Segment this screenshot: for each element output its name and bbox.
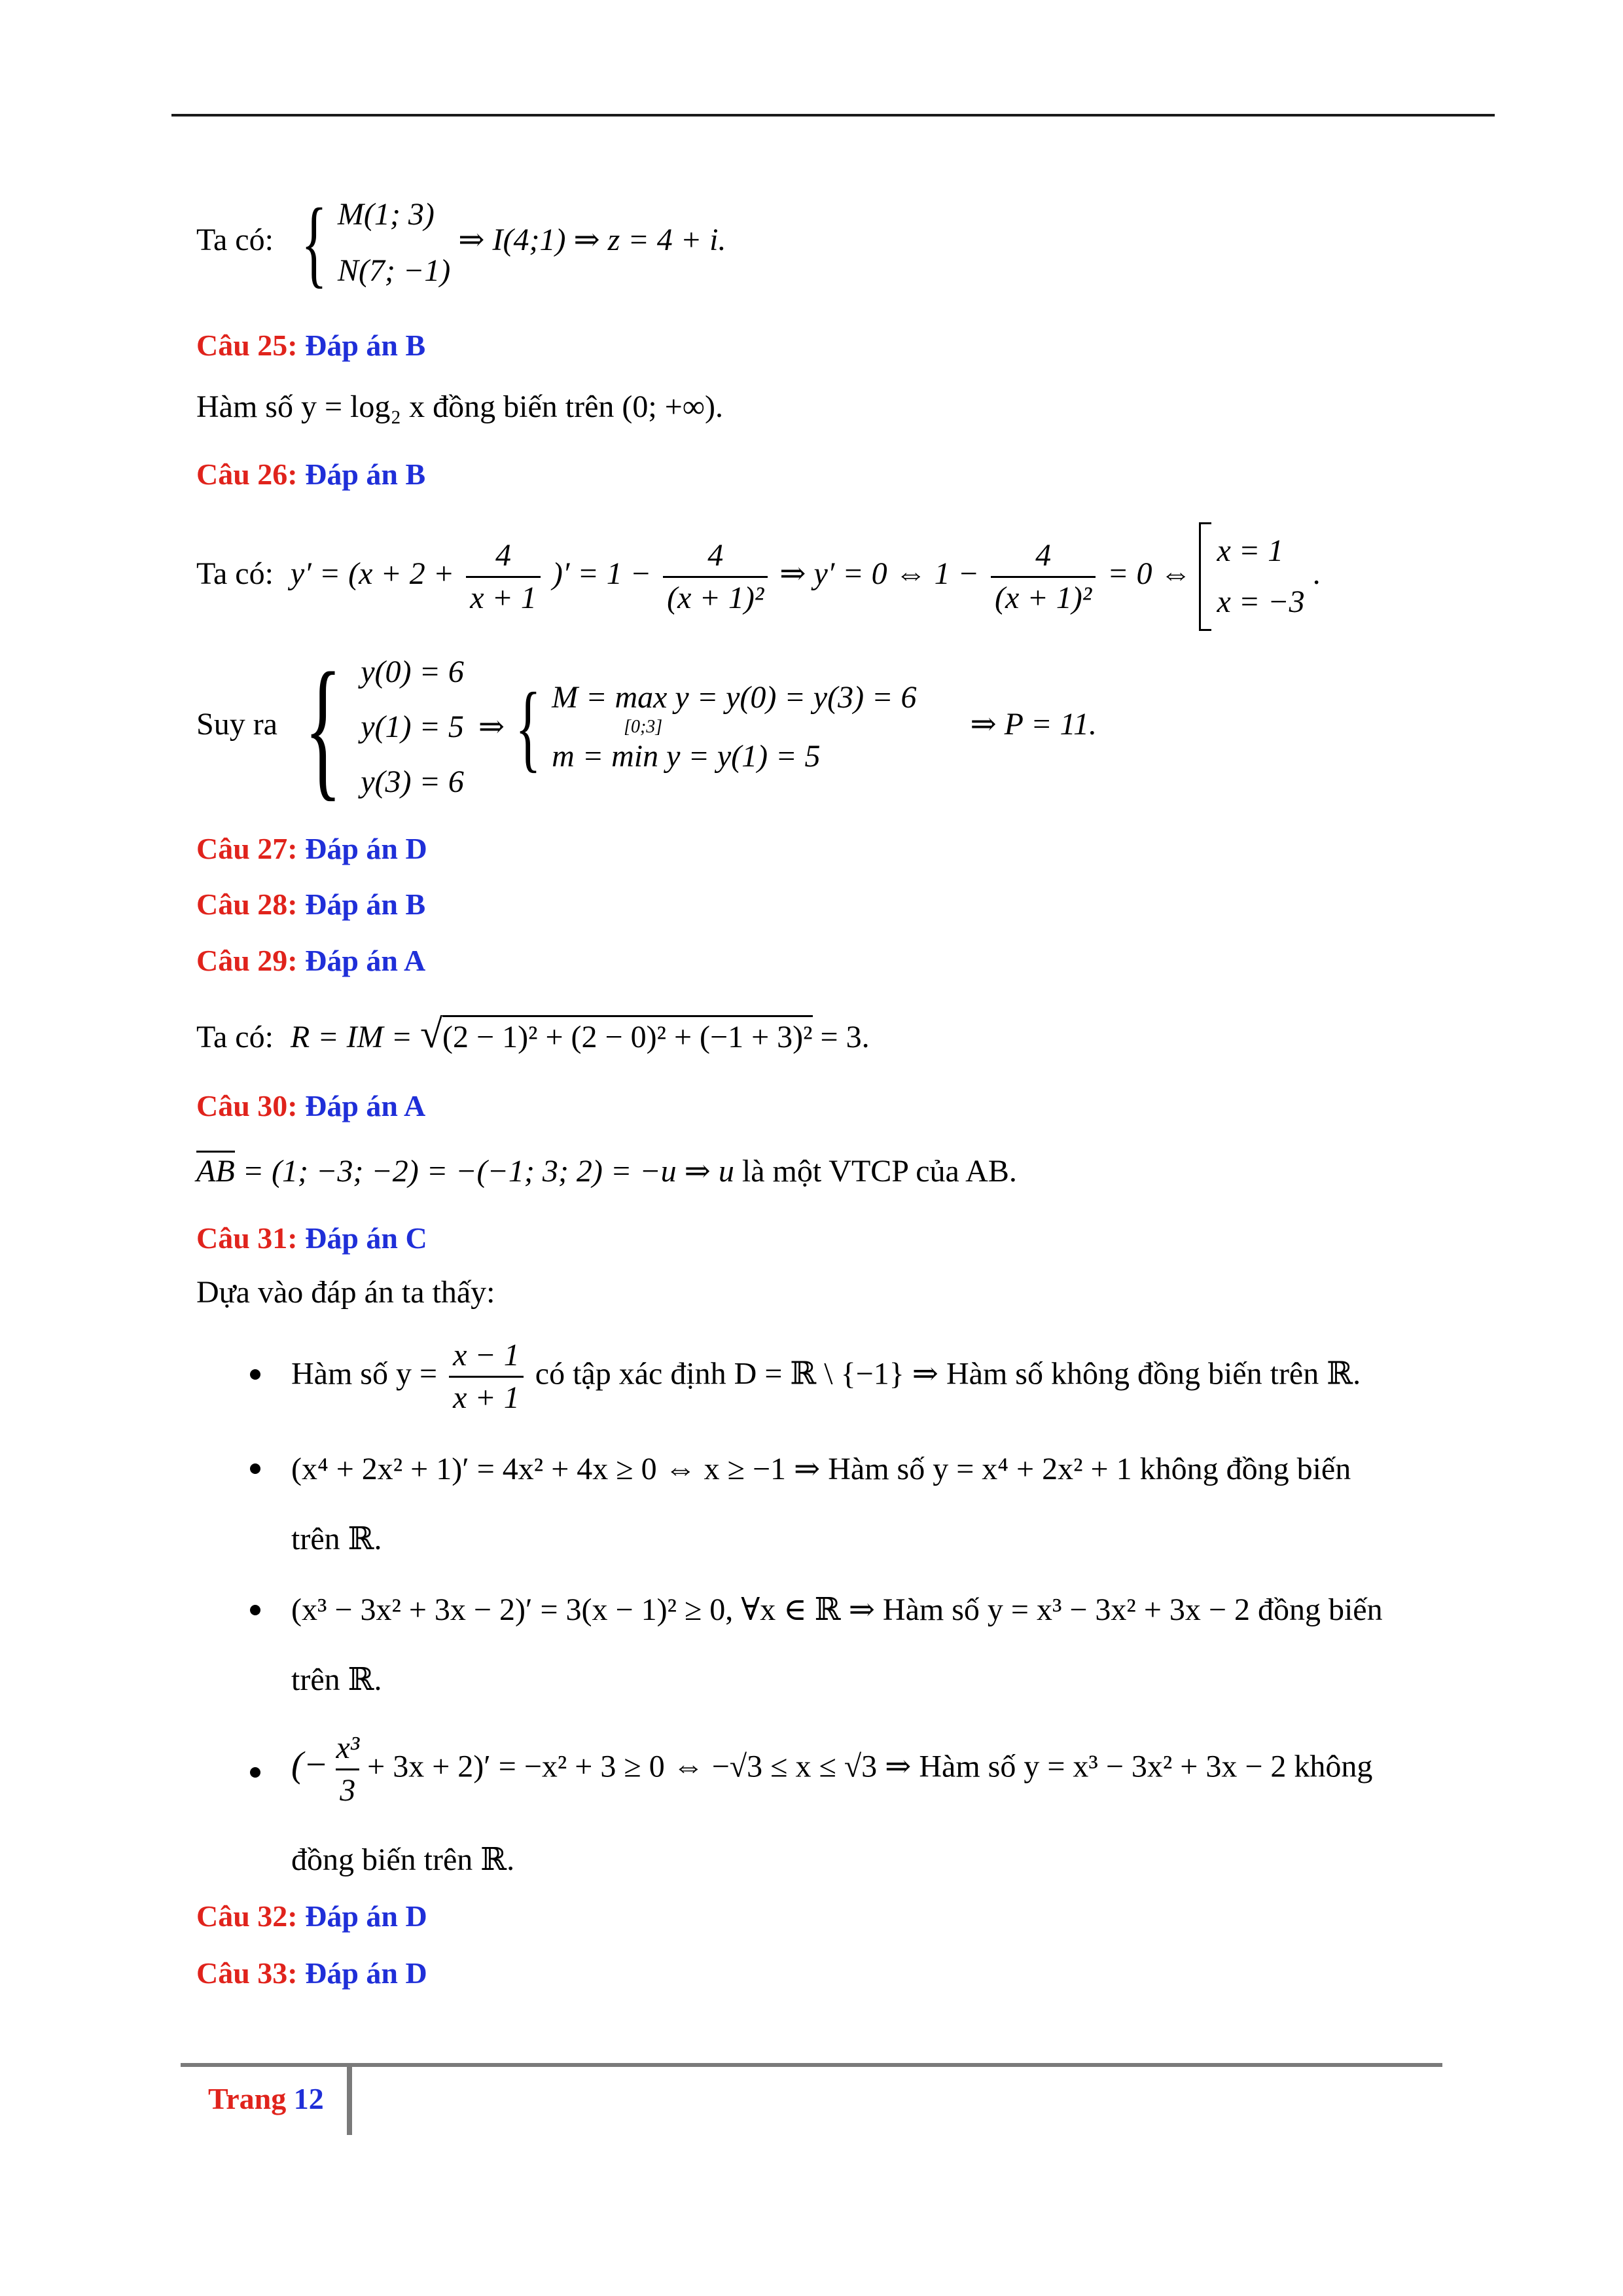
q30-label: Câu 30:	[196, 1089, 298, 1122]
b4-fraction	[332, 1728, 363, 1811]
bullet-3	[250, 1605, 260, 1615]
page-footer	[208, 2081, 324, 2116]
q26-frac-1: $\frac{4}{x + 1}$	[466, 535, 541, 619]
q26-row-1: y(0) = 6	[361, 655, 464, 689]
q26-row-3: y(3) = 6	[361, 764, 464, 799]
b4-numerator: x³	[336, 1731, 360, 1765]
b1-fraction	[449, 1335, 524, 1418]
footer-divider	[347, 2063, 352, 2135]
intro-brace: {	[301, 188, 327, 297]
q27-heading	[196, 829, 427, 869]
b1-numerator: x − 1	[453, 1338, 520, 1372]
q26-row-2: y(1) = 5	[361, 709, 464, 744]
q29-label: Câu 29:	[196, 944, 298, 977]
q30-answer: Đáp án A	[305, 1089, 426, 1122]
header-rule	[171, 114, 1495, 117]
q26-result: ⇒ P = 11.	[970, 707, 1097, 742]
q32-label: Câu 32:	[196, 1899, 298, 1933]
b4-line-1: (− $\frac{\text{x³}}{3}$ + 3x + 2)′ = −x² + 3 ≥ 0 ⇔ −√3 ≤ x ≤ √3 ⇒ Hàm số y = x³ − 3x² + 3x − 2 không	[291, 1728, 1372, 1811]
q26-answer: Đáp án B	[305, 457, 426, 491]
b1-suffix: có tập xác định D = ℝ \ {−1} ⇒ Hàm số không đồng biến trên ℝ.	[535, 1356, 1361, 1391]
q26-frac-2: $\frac{4}{\text{(x + 1)²}}$	[663, 535, 768, 619]
q30-formula: = (1; −3; −2) = −(−1; 3; 2) = −u ⇒ u	[234, 1154, 734, 1189]
b2-line-1: (x⁴ + 2x² + 1)′ = 4x² + 4x ≥ 0 ⇔ x ≥ −1 ⇒ Hàm số y = x⁴ + 2x² + 1 không đồng biến	[291, 1452, 1351, 1486]
bullet-4	[250, 1767, 260, 1778]
q26-heading	[196, 455, 425, 494]
q29-root: (2 − 1)² + (2 − 0)² + (−1 + 3)²	[442, 1015, 813, 1054]
q26-suyra-label: Suy ra	[196, 707, 277, 742]
q31-label: Câu 31:	[196, 1221, 298, 1255]
q29-formula-line: Ta có: R = IM = √(2 − 1)² + (2 − 0)² + (−1 + 3)² = 3.	[196, 1012, 870, 1056]
q29-heading	[196, 941, 425, 980]
footer-word: Trang	[208, 2082, 287, 2115]
q26-suyra-line	[196, 640, 1097, 814]
intro-system	[291, 187, 450, 299]
b1-denominator: x + 1	[449, 1376, 524, 1418]
q25-label: Câu 25:	[196, 329, 298, 362]
b2-line-2: trên ℝ.	[291, 1522, 382, 1556]
q33-label: Câu 33:	[196, 1956, 298, 1990]
q26-max: M = max y = y(0) = y(3) = 6	[552, 680, 917, 715]
intro-row-n: N(7; −1)	[337, 253, 451, 288]
q32-heading	[196, 1897, 427, 1936]
q26-min: m = min y = y(1) = 5	[552, 739, 821, 774]
intro-line	[196, 187, 726, 299]
q25-answer: Đáp án B	[305, 329, 426, 362]
b1-prefix: Hàm số y =	[291, 1356, 446, 1391]
b3-line-2: trên ℝ.	[291, 1662, 382, 1697]
q30-vector-ab: AB	[196, 1151, 235, 1189]
bullet-1-text	[291, 1335, 1361, 1418]
q26-case-1: x = 1	[1217, 533, 1284, 568]
q31-answer: Đáp án C	[305, 1221, 427, 1255]
b4-line-2: đồng biến trên ℝ.	[291, 1842, 515, 1877]
b4-denominator: 3	[336, 1768, 359, 1811]
q29-result: = 3.	[812, 1020, 870, 1054]
page-number: 12	[293, 2082, 324, 2115]
q29-formula: R = IM =	[290, 1020, 420, 1054]
q26-prefix: Ta có:	[196, 556, 274, 592]
q26-values-system: { y(0) = 6 y(1) = 5 y(3) = 6	[304, 640, 464, 814]
q26-cases	[1199, 522, 1304, 631]
q26-frac-3: $\frac{4}{\text{(x + 1)²}}$	[991, 535, 1096, 619]
q29-answer: Đáp án A	[305, 944, 426, 977]
q26-case-2: x = −3	[1217, 584, 1305, 619]
bullet-1	[250, 1369, 260, 1380]
q29-prefix: Ta có:	[196, 1020, 274, 1054]
q25-text: Hàm số y = log₂ x đồng biến trên (0; +∞).	[196, 389, 723, 424]
bullet-2	[250, 1463, 260, 1474]
intro-result: ⇒ I(4;1) ⇒ z = 4 + i.	[458, 223, 726, 258]
q33-heading	[196, 1954, 427, 1993]
q33-answer: Đáp án D	[305, 1956, 427, 1990]
q28-heading	[196, 885, 425, 924]
q32-answer: Đáp án D	[305, 1899, 427, 1933]
q26-interval-1: [0;3]	[624, 717, 663, 737]
q30-line	[196, 1152, 1017, 1191]
q30-text: là một VTCP của AB.	[734, 1154, 1017, 1189]
intro-label: Ta có:	[196, 223, 274, 258]
q26-maxmin-system: ⇒ { M = max y = y(0) = y(3) = 6 [0;3] m = min y = y(1) = 5	[478, 673, 917, 781]
q31-heading	[196, 1219, 427, 1258]
intro-row-m: M(1; 3)	[337, 197, 435, 232]
q27-answer: Đáp án D	[305, 832, 427, 865]
q28-label: Câu 28:	[196, 888, 298, 921]
b3-line-1: (x³ − 3x² + 3x − 2)′ = 3(x − 1)² ≥ 0, ∀x ∈ ℝ ⇒ Hàm số y = x³ − 3x² + 3x − 2 đồng biến	[291, 1592, 1383, 1627]
footer-rule	[181, 2063, 1442, 2067]
q25-heading	[196, 326, 425, 365]
q31-intro: Dựa vào đáp án ta thấy:	[196, 1275, 495, 1310]
q28-answer: Đáp án B	[305, 888, 426, 921]
q26-label: Câu 26:	[196, 457, 298, 491]
q27-label: Câu 27:	[196, 832, 298, 865]
q26-derivative-line: Ta có: y′ = (x + 2 + $\frac{4}{x + 1}$ )′ = 1 − $\frac{4}{\text{(x + 1)²}}$ ⇒ y′ = 0 ⇔ 1 − $\frac{4}{\text{(x + 1)²}}$ = 0 ⇔ x = 1 x = −3 .	[196, 522, 1321, 631]
q30-heading	[196, 1086, 425, 1126]
b4-line-1-text: + 3x + 2)′ = −x² + 3 ≥ 0 ⇔ −√3 ≤ x ≤ √3 ⇒ Hàm số y = x³ − 3x² + 3x − 2 không	[367, 1749, 1373, 1784]
